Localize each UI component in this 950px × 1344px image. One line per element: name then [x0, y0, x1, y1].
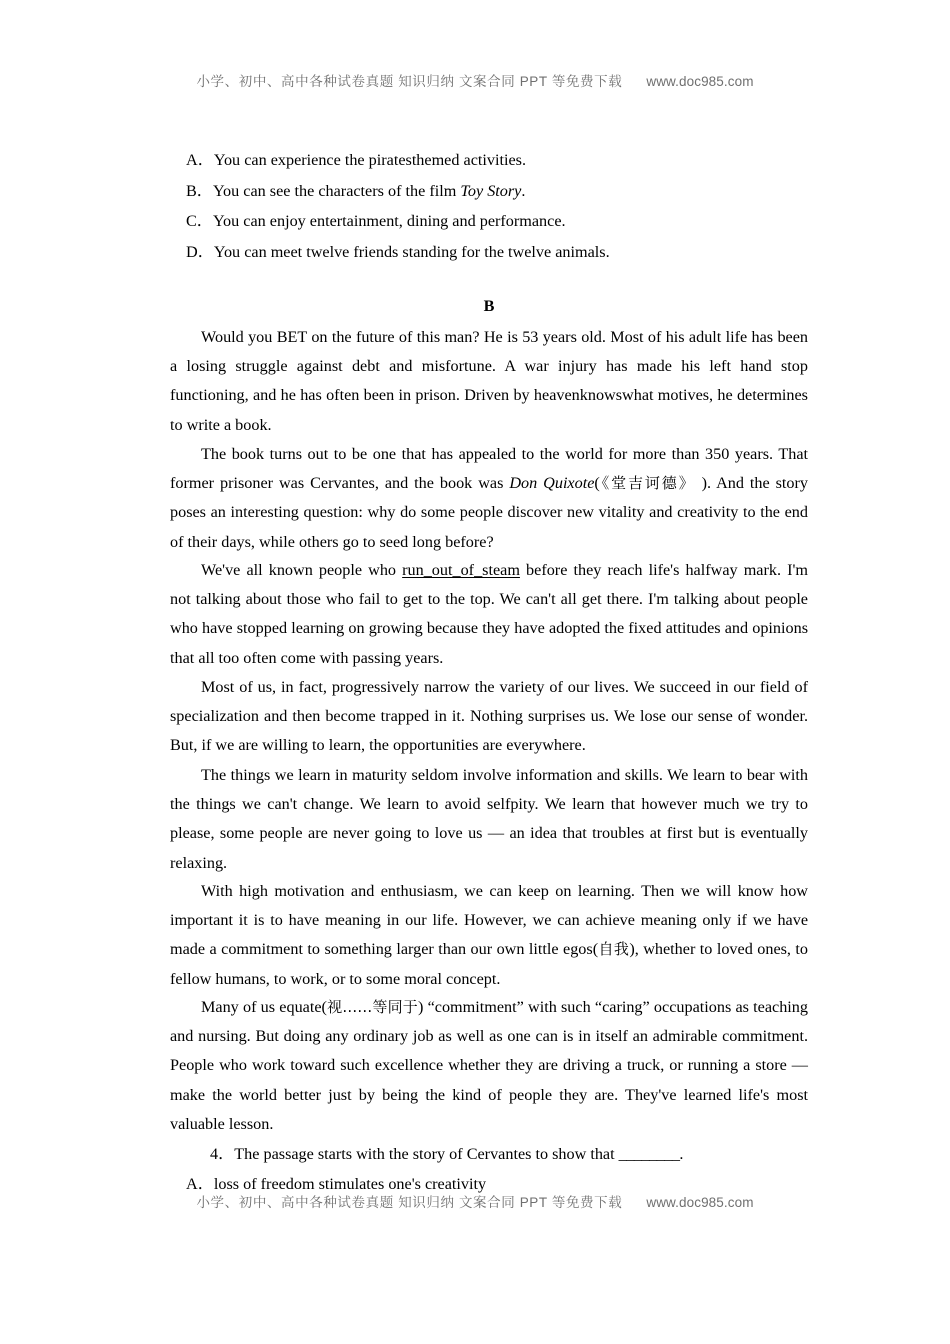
option-label-d: D． [186, 242, 214, 261]
p2-text-c: ). And the story poses an interesting question: why do some people discover new vitality and creativity to the end of their days, while others go to seed long before? [170, 474, 808, 551]
option-label-a: A． [186, 151, 214, 169]
option-label-c: C． [186, 212, 213, 231]
question-4-text: The passage starts with the story of Cervantes to show that [234, 1145, 619, 1163]
p7-text-b: ) “commitment” with such “caring” occupations as teaching and nursing. But doing any ordinary job as well as one can is in itself an admirable commitment. People who work toward such excellence whether they are driving a truck, or running a store — make the world better just by being the kind of people they are. They've learned life's most valuable lesson. [170, 998, 808, 1133]
option-row-a[interactable] [170, 145, 808, 176]
p7-text-a: Many of us equate( [201, 998, 327, 1016]
question-4-blank[interactable]: ________ [618, 1145, 680, 1163]
top-option-list [170, 145, 808, 267]
p2-text-b: ( [594, 474, 600, 493]
question-4-option-label-a: A． [186, 1175, 214, 1193]
p2-text-a: The book turns out to be one that has appealed to the world for more than 350 years. That former prisoner was Cervantes, and the book was [170, 445, 808, 493]
option-row-b[interactable] [170, 176, 808, 207]
p3-underlined-phrase: run_out_of_steam [402, 561, 520, 579]
p2-chinese-gloss: 《堂吉诃德》 [599, 474, 696, 493]
question-4-period: . [679, 1145, 684, 1163]
option-row-d[interactable] [170, 237, 808, 268]
p6-chinese-gloss: 自我 [598, 940, 630, 959]
passage-paragraph-7 [170, 993, 808, 1139]
header-watermark [0, 70, 950, 90]
option-text-d: You can meet twelve friends standing for the twelve animals. [213, 242, 610, 261]
passage-paragraph-3 [170, 556, 808, 673]
section-heading-b: B [483, 297, 495, 315]
option-text-b: You can see the characters of the film [212, 181, 461, 200]
p3-text-a: We've all known people who [201, 561, 403, 579]
p6-text-a: With high motivation and enthusiasm, we can keep on learning. Then we will know how important it is to have meaning in our life. However, we can achieve meaning only if we have made a commitment to something larger than our own little egos( [170, 882, 808, 959]
p2-italic-title: Don Quixote [509, 474, 595, 493]
footer-watermark-url: www.doc985.com [646, 1195, 754, 1210]
option-text-c: You can enjoy entertainment, dining and performance. [212, 212, 566, 231]
footer-watermark-chinese-text: 小学、初中、高中各种试卷真题 知识归纳 文案合同 PPT 等免费下载 [196, 1195, 623, 1210]
question-4-option-text-a: loss of freedom stimulates one's creativity [213, 1175, 487, 1193]
option-row-c[interactable] [170, 206, 808, 237]
option-label-b: B． [186, 181, 213, 200]
passage-paragraph-6 [170, 877, 808, 994]
passage-paragraph-2 [170, 440, 808, 557]
p3-text-b: before they reach life's halfway mark. I'm not talking about those who fail to get to the top. We can't all get there. I'm talking about people who have stopped learning on growing because they have adopted the fixed attitudes and opinions that all too often come with passing years. [170, 561, 809, 667]
passage-paragraph-5: The things we learn in maturity seldom involve information and skills. We learn to bear with the things we can't change. We learn to avoid selfpity. We learn that however much we try to please, some people are never going to love us — an idea that troubles at first but is eventually relaxing. [170, 766, 808, 872]
p7-chinese-gloss: 视……等同于 [326, 998, 418, 1016]
option-text-a: You can experience the piratesthemed activities. [213, 151, 526, 169]
passage-paragraph-4: Most of us, in fact, progressively narrow the variety of our lives. We succeed in our field of specialization and then become trapped in it. Nothing surprises us. We lose our sense of wonder. But, if we are willing to learn, the opportunities are everywhere. [170, 678, 808, 755]
footer-watermark [0, 1191, 950, 1211]
question-4-stem [170, 1139, 808, 1170]
p6-text-b: ), whether to loved ones, to fellow humans, to work, or to some moral concept. [170, 940, 809, 988]
watermark-url: www.doc985.com [646, 74, 754, 89]
question-4-number: 4． [210, 1145, 235, 1163]
passage-paragraph-1: Would you BET on the future of this man? He is 53 years old. Most of his adult life has been a losing struggle against debt and misfortune. A war injury has made his left hand stop functioning, and he has often been in prison. Driven by heavenknowswhat motives, he determines to write a book. [170, 328, 808, 434]
option-b-text-tail: . [521, 181, 526, 200]
watermark-chinese-text: 小学、初中、高中各种试卷真题 知识归纳 文案合同 PPT 等免费下载 [196, 74, 623, 89]
option-b-italic-title: Toy Story [460, 181, 522, 200]
